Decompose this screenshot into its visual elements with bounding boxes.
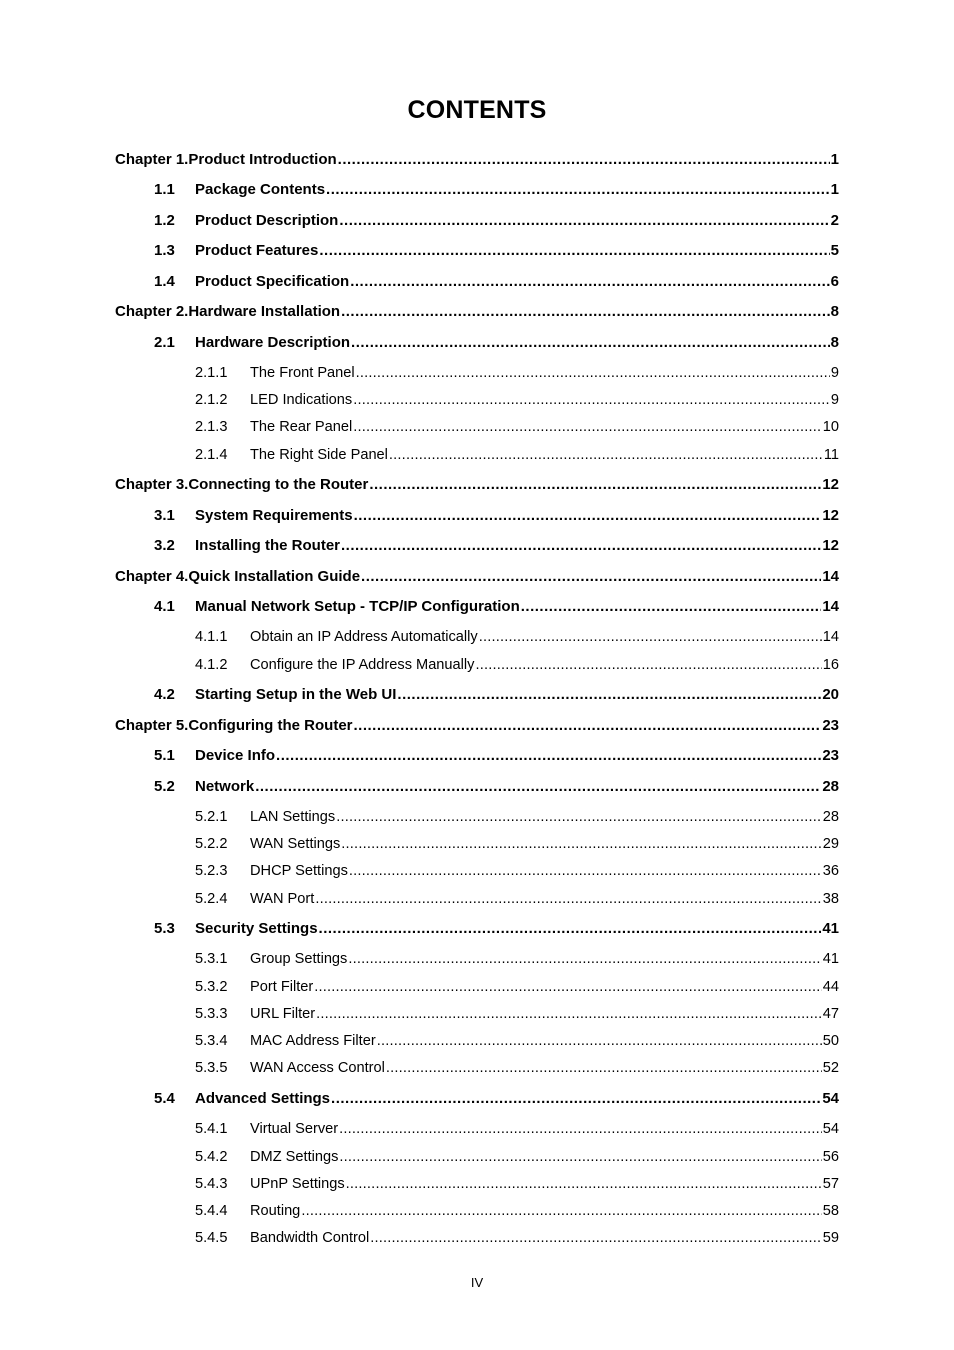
dot-leader: [331, 1090, 821, 1108]
dot-leader: [356, 364, 830, 382]
toc-entry-page: 12: [822, 537, 839, 554]
toc-entry-label: The Front Panel: [250, 365, 355, 381]
toc-entry-page: 1: [830, 151, 839, 168]
toc-entry-label: System Requirements: [195, 507, 353, 524]
toc-entry-number: 5.4.4: [195, 1203, 228, 1219]
toc-entry[interactable]: [115, 391, 839, 409]
toc-entry[interactable]: [115, 717, 839, 735]
dot-leader: [339, 1148, 821, 1166]
toc-entry-label: Product Features: [195, 242, 319, 259]
toc-entry[interactable]: [115, 537, 839, 555]
dot-leader: [354, 507, 822, 525]
toc-entry-number: 5.4.5: [195, 1230, 228, 1246]
toc-entry-label: WAN Access Control: [250, 1060, 385, 1076]
toc-entry-page: 9: [830, 365, 839, 381]
toc-entry-number: 5.2.3: [195, 863, 228, 879]
toc-entry[interactable]: [115, 686, 839, 704]
toc-entry-number: 5.4.2: [195, 1149, 228, 1165]
dot-leader: [319, 242, 829, 260]
toc-entry-number: 5.2.2: [195, 836, 228, 852]
toc-entry[interactable]: [115, 1005, 839, 1023]
toc-entry-page: 12: [822, 507, 839, 524]
toc-entry-page: 52: [822, 1060, 839, 1076]
toc-entry-number: 2.1.3: [195, 419, 228, 435]
dot-leader: [521, 598, 822, 616]
dot-leader: [341, 303, 830, 321]
toc-entry-page: 56: [822, 1149, 839, 1165]
dot-leader: [386, 1059, 822, 1077]
toc-entry-label: Chapter 3.Connecting to the Router: [115, 476, 369, 493]
toc-entry-page: 23: [822, 717, 839, 734]
toc-entry-number: 5.3.2: [195, 979, 228, 995]
dot-leader: [341, 835, 821, 853]
toc-entry-label: Routing: [250, 1203, 301, 1219]
dot-leader: [369, 476, 821, 494]
toc-entry-page: 59: [822, 1230, 839, 1246]
toc-entry-page: 28: [822, 809, 839, 825]
toc-entry-number: 5.4.3: [195, 1176, 228, 1192]
toc-entry[interactable]: [115, 890, 839, 908]
toc-entry-label: MAC Address Filter: [250, 1033, 376, 1049]
toc-entry[interactable]: [115, 747, 839, 765]
toc-entry[interactable]: [115, 628, 839, 646]
toc-entry-page: 16: [822, 657, 839, 673]
dot-leader: [339, 1120, 822, 1138]
toc-entry-label: WAN Settings: [250, 836, 341, 852]
toc-entry-page: 41: [822, 920, 839, 937]
toc-entry-label: Chapter 2.Hardware Installation: [115, 303, 341, 320]
toc-entry-page: 2: [830, 212, 839, 229]
dot-leader: [370, 1229, 822, 1247]
toc-entry-page: 14: [822, 598, 839, 615]
dot-leader: [315, 890, 821, 908]
dot-leader: [316, 1005, 822, 1023]
dot-leader: [339, 212, 829, 230]
toc-entry-label: Bandwidth Control: [250, 1230, 370, 1246]
toc-entry[interactable]: [115, 808, 839, 826]
toc-entry-page: 54: [822, 1090, 839, 1107]
toc-entry[interactable]: [115, 212, 839, 230]
toc-entry-page: 5: [830, 242, 839, 259]
toc-entry-page: 54: [822, 1121, 839, 1137]
toc-entry-page: 38: [822, 891, 839, 907]
dot-leader: [319, 920, 822, 938]
dot-leader: [346, 1175, 822, 1193]
toc-entry[interactable]: [115, 568, 839, 586]
dot-leader: [351, 334, 830, 352]
dot-leader: [349, 862, 822, 880]
toc-entry[interactable]: [115, 656, 839, 674]
dot-leader: [361, 568, 821, 586]
toc-entry-page: 8: [830, 334, 839, 351]
toc-entry-page: 23: [822, 747, 839, 764]
toc-entry-number: 5.2: [154, 778, 175, 795]
toc-entry-label: Package Contents: [195, 181, 326, 198]
toc-entry[interactable]: [115, 1059, 839, 1077]
toc-entry[interactable]: [115, 364, 839, 382]
page-number: IV: [470, 1275, 484, 1290]
toc-entry[interactable]: [115, 1202, 839, 1220]
toc-entry-label: Security Settings: [195, 920, 318, 937]
toc-entry-page: 36: [822, 863, 839, 879]
dot-leader: [479, 628, 822, 646]
toc-entry-label: Port Filter: [250, 979, 314, 995]
toc-entry-label: Advanced Settings: [195, 1090, 331, 1107]
toc-entry[interactable]: [115, 334, 839, 352]
toc-entry-number: 1.2: [154, 212, 175, 229]
toc-entry[interactable]: [115, 1090, 839, 1108]
toc-entry[interactable]: [115, 1120, 839, 1138]
dot-leader: [276, 747, 821, 765]
toc-entry-page: 47: [822, 1006, 839, 1022]
toc-entry-number: 1.4: [154, 273, 175, 290]
toc-entry-number: 4.1.1: [195, 629, 228, 645]
toc-entry-number: 1.3: [154, 242, 175, 259]
toc-entry-label: Device Info: [195, 747, 276, 764]
toc-entry[interactable]: [115, 978, 839, 996]
toc-entry-label: UPnP Settings: [250, 1176, 345, 1192]
toc-entry-page: 11: [823, 447, 839, 463]
toc-entry-number: 2.1.1: [195, 365, 228, 381]
toc-entry[interactable]: [115, 920, 839, 938]
toc-entry-page: 14: [822, 629, 839, 645]
dot-leader: [475, 656, 821, 674]
toc-entry-number: 3.1: [154, 507, 175, 524]
toc-entry-number: 2.1.4: [195, 447, 228, 463]
toc-entry-number: 5.3.3: [195, 1006, 228, 1022]
toc-entry-page: 44: [822, 979, 839, 995]
toc-entry-number: 2.1: [154, 334, 175, 351]
toc-entry-label: Configure the IP Address Manually: [250, 657, 475, 673]
toc-entry-page: 20: [822, 686, 839, 703]
toc-entry-label: DMZ Settings: [250, 1149, 339, 1165]
toc-entry-label: Chapter 1.Product Introduction: [115, 151, 337, 168]
toc-entry-number: 5.3: [154, 920, 175, 937]
toc-entry[interactable]: [115, 181, 839, 199]
toc-entry-label: Group Settings: [250, 951, 348, 967]
toc-entry-label: Installing the Router: [195, 537, 341, 554]
toc-entry-label: Virtual Server: [250, 1121, 339, 1137]
toc-entry-number: 5.2.4: [195, 891, 228, 907]
toc-entry-number: 2.1.2: [195, 392, 228, 408]
toc-entry[interactable]: [115, 273, 839, 291]
toc-entry-number: 5.3.4: [195, 1033, 228, 1049]
toc-entry-page: 50: [822, 1033, 839, 1049]
toc-entry-page: 28: [822, 778, 839, 795]
toc-entry-page: 41: [822, 951, 839, 967]
dot-leader: [350, 273, 829, 291]
toc-entry-label: Product Description: [195, 212, 339, 229]
toc-entry-label: Product Specification: [195, 273, 350, 290]
toc-entry-label: The Right Side Panel: [250, 447, 388, 463]
toc-entry-number: 5.2.1: [195, 809, 228, 825]
toc-entry-page: 58: [822, 1203, 839, 1219]
dot-leader: [301, 1202, 821, 1220]
toc-entry-label: Chapter 5.Configuring the Router: [115, 717, 353, 734]
page-title: CONTENTS: [407, 96, 547, 124]
toc-entry-page: 1: [830, 181, 839, 198]
toc-entry-label: Starting Setup in the Web UI: [195, 686, 397, 703]
toc-entry-label: Manual Network Setup - TCP/IP Configuration: [195, 598, 520, 615]
dot-leader: [389, 446, 823, 464]
dot-leader: [326, 181, 830, 199]
toc-entry[interactable]: [115, 835, 839, 853]
toc-entry-number: 5.3.1: [195, 951, 228, 967]
toc-entry-number: 5.4: [154, 1090, 175, 1107]
toc-entry-page: 9: [830, 392, 839, 408]
toc-entry[interactable]: [115, 476, 839, 494]
dot-leader: [353, 418, 822, 436]
toc-entry-label: WAN Port: [250, 891, 315, 907]
toc-entry[interactable]: [115, 1229, 839, 1247]
toc-entry-label: Chapter 4.Quick Installation Guide: [115, 568, 361, 585]
toc-entry-page: 8: [830, 303, 839, 320]
toc-entry-label: Obtain an IP Address Automatically: [250, 629, 478, 645]
toc-entry-page: 6: [830, 273, 839, 290]
toc-entry-number: 1.1: [154, 181, 175, 198]
dot-leader: [354, 717, 822, 735]
toc-entry-page: 14: [822, 568, 839, 585]
toc-entry-number: 5.4.1: [195, 1121, 228, 1137]
toc-entry-page: 10: [822, 419, 839, 435]
toc-entry[interactable]: [115, 1175, 839, 1193]
toc-entry-number: 4.1.2: [195, 657, 228, 673]
dot-leader: [397, 686, 821, 704]
toc-entry-label: The Rear Panel: [250, 419, 353, 435]
toc-entry[interactable]: [115, 1148, 839, 1166]
toc-entry-label: URL Filter: [250, 1006, 316, 1022]
toc-entry[interactable]: [115, 598, 839, 616]
toc-entry[interactable]: [115, 507, 839, 525]
dot-leader: [336, 808, 822, 826]
toc-entry-label: LAN Settings: [250, 809, 336, 825]
toc-entry-label: DHCP Settings: [250, 863, 348, 879]
toc-entry-page: 12: [822, 476, 839, 493]
toc-entry[interactable]: [115, 303, 839, 321]
dot-leader: [338, 151, 830, 169]
dot-leader: [348, 950, 821, 968]
toc-entry-label: Hardware Description: [195, 334, 351, 351]
toc-entry[interactable]: [115, 242, 839, 260]
toc-entry[interactable]: [115, 862, 839, 880]
toc-entry[interactable]: [115, 151, 839, 169]
toc-entry-page: 29: [822, 836, 839, 852]
toc-entry[interactable]: [115, 950, 839, 968]
toc-entry-number: 5.1: [154, 747, 175, 764]
toc-entry-number: 4.2: [154, 686, 175, 703]
dot-leader: [377, 1032, 822, 1050]
toc-entry-label: Network: [195, 778, 255, 795]
toc-entry-number: 4.1: [154, 598, 175, 615]
dot-leader: [314, 978, 822, 996]
dot-leader: [341, 537, 821, 555]
toc-entry-label: LED Indications: [250, 392, 353, 408]
toc-entry-number: 5.3.5: [195, 1060, 228, 1076]
toc-entry[interactable]: [115, 446, 839, 464]
dot-leader: [353, 391, 830, 409]
toc-entry-page: 57: [822, 1176, 839, 1192]
toc-entry[interactable]: [115, 1032, 839, 1050]
dot-leader: [255, 778, 821, 796]
toc-entry-number: 3.2: [154, 537, 175, 554]
toc-entry[interactable]: [115, 778, 839, 796]
toc-entry[interactable]: [115, 418, 839, 436]
